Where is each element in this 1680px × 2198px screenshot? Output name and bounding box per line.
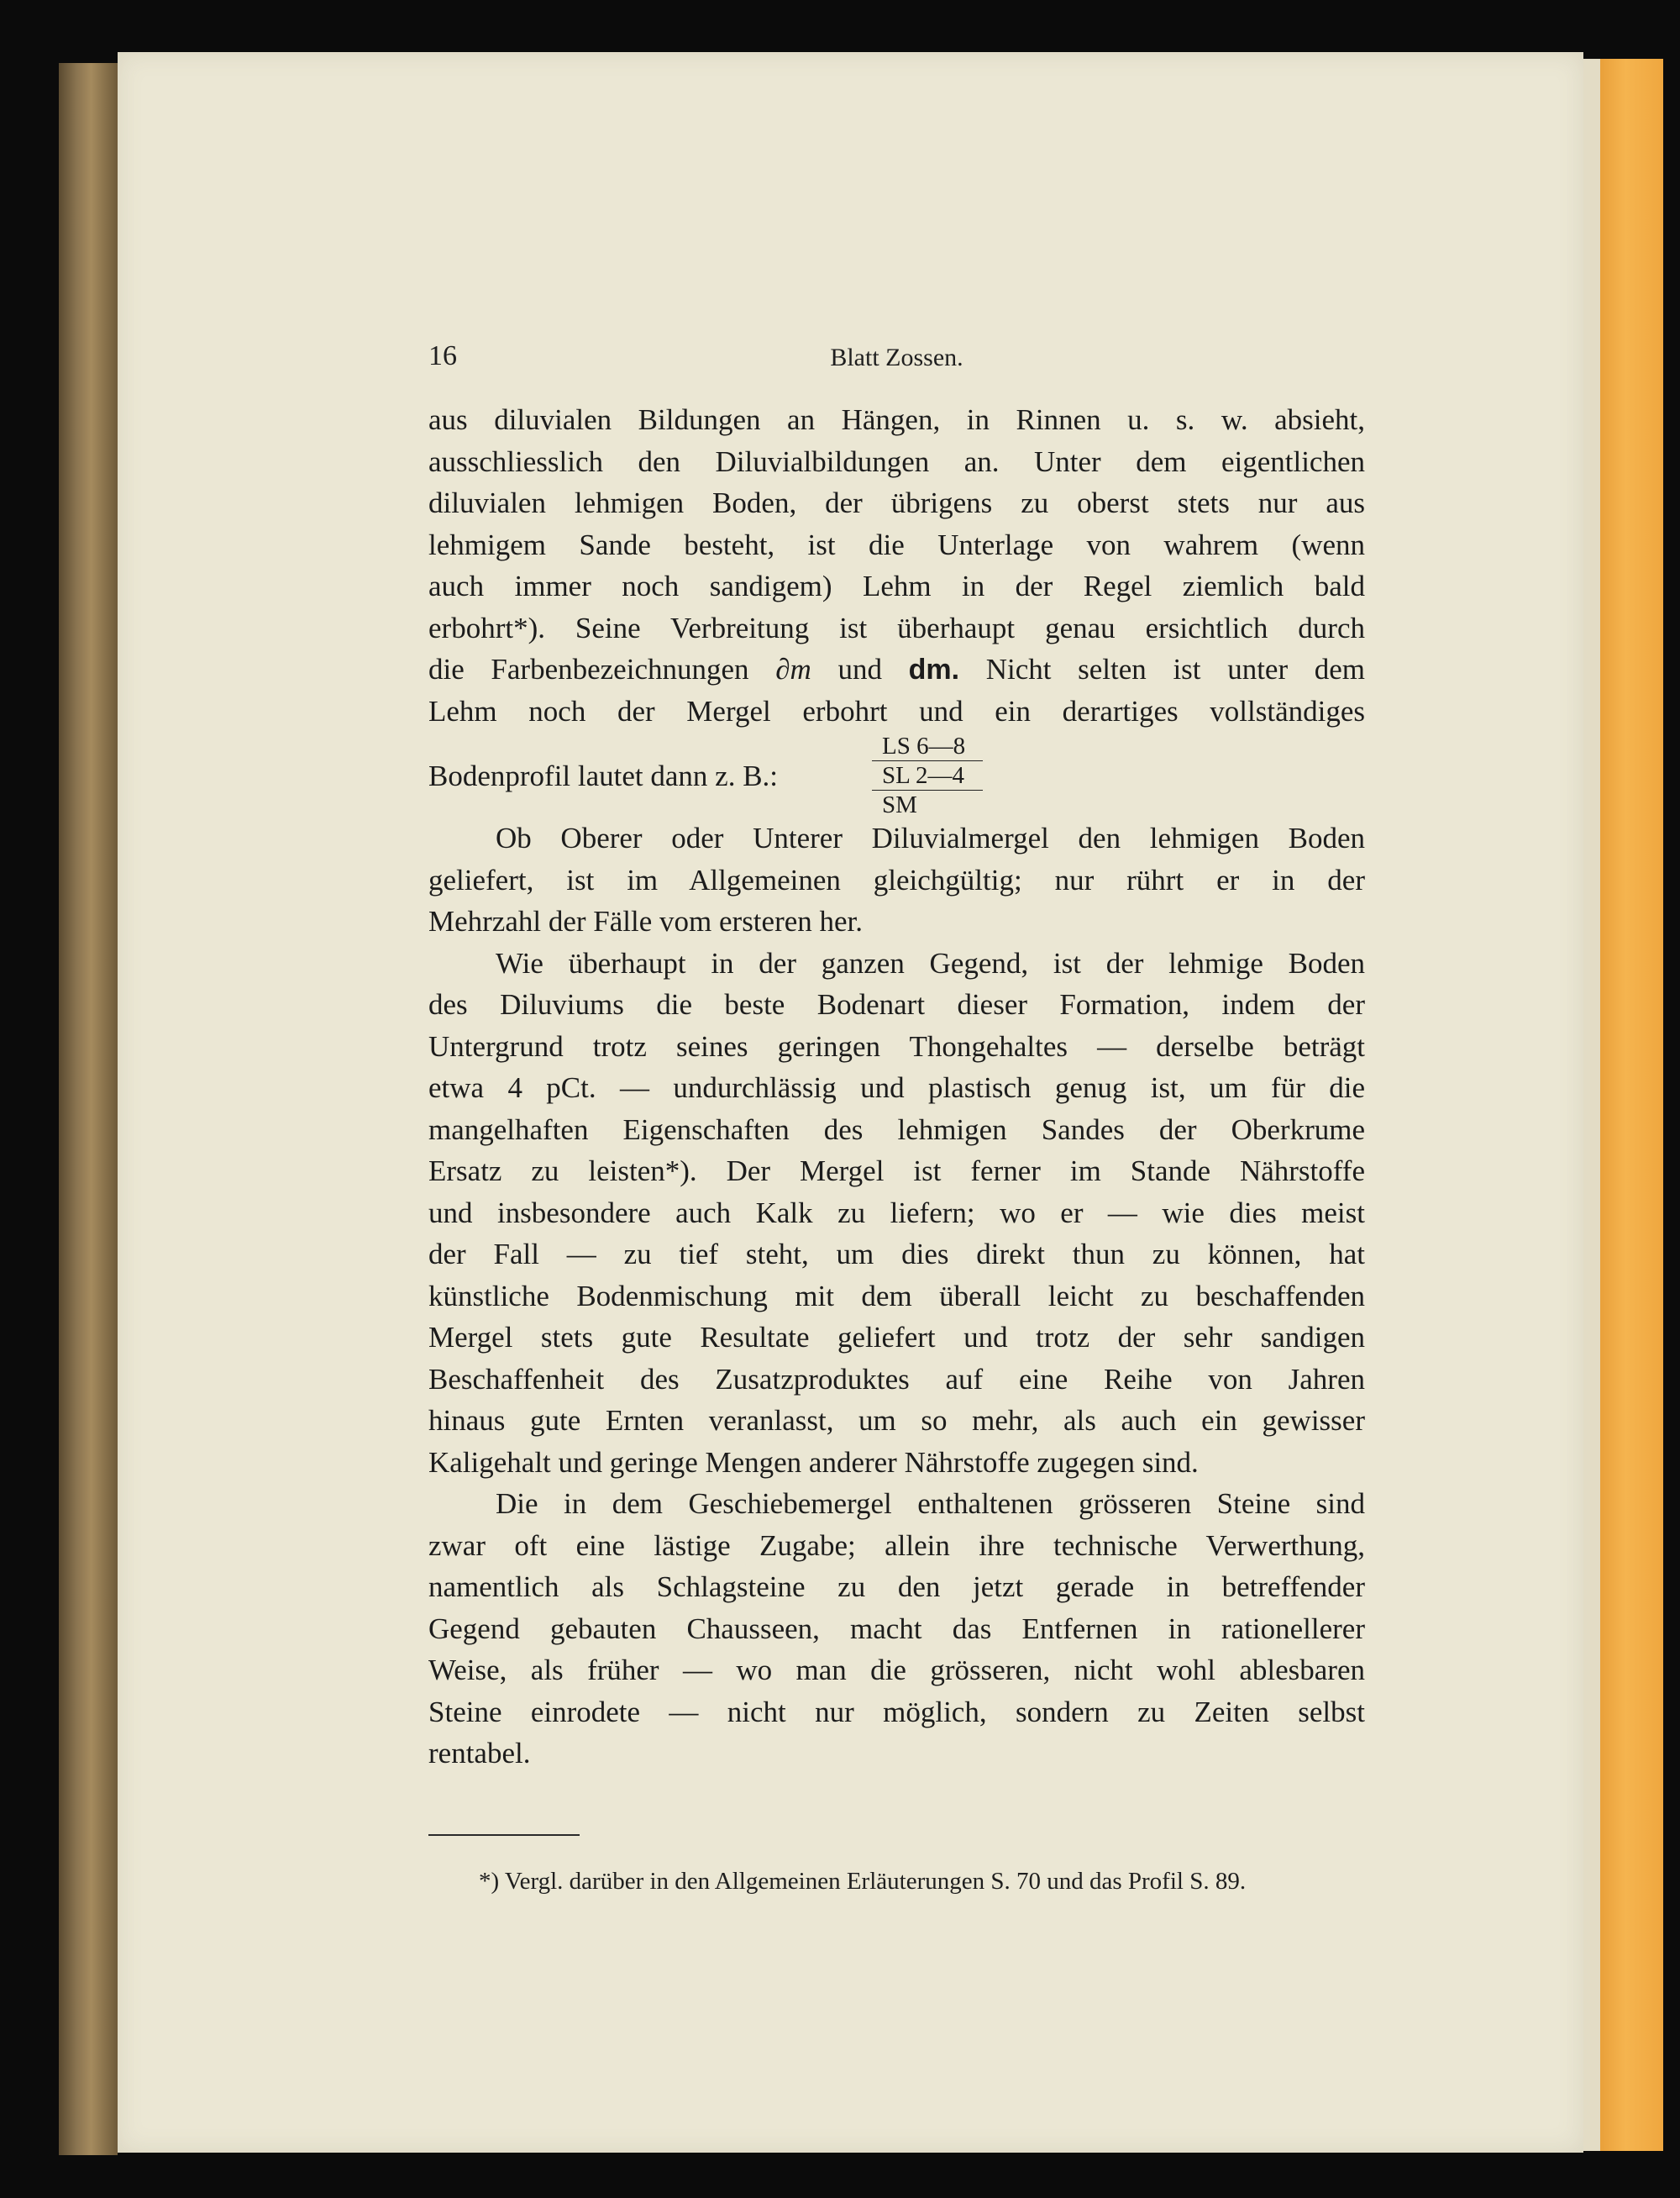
- text-line: Untergrund trotz seines geringen Thongehaltes — derselbe beträgt: [428, 1029, 1365, 1063]
- text-line: Kaligehalt und geringe Mengen anderer Nährstoffe zugegen sind.: [428, 1445, 1199, 1479]
- text-line: Gegend gebauten Chausseen, macht das Entfernen in rationellerer: [428, 1612, 1365, 1645]
- text-line: Lehm noch der Mergel erbohrt und ein derartiges vollständiges: [428, 694, 1365, 728]
- map-symbol-dm-italic: ∂m: [775, 653, 811, 686]
- text-line: diluvialen lehmigen Boden, der übrigens zu oberst stets nur aus: [428, 486, 1365, 519]
- text-line: aus diluvialen Bildungen an Hängen, in Rinnen u. s. w. absieht,: [428, 403, 1365, 436]
- profile-layer-bottom: SM: [882, 791, 917, 818]
- text-line: lehmigem Sande besteht, ist die Unterlage von wahrem (wenn: [428, 528, 1365, 561]
- text-line: rentabel.: [428, 1737, 531, 1769]
- soil-profile: [428, 732, 1365, 818]
- page-header: [428, 340, 1365, 382]
- text-line: ausschliesslich den Diluvialbildungen an. Unter dem eigentlichen: [428, 444, 1365, 478]
- body-text: [428, 399, 1365, 1775]
- text-line: hinaus gute Ernten veranlasst, um so mehr, als auch ein gewisser: [428, 1404, 1365, 1437]
- profile-layer-middle: SL 2—4: [872, 761, 983, 791]
- text-line: des Diluviums die beste Bodenart dieser Formation, indem der: [428, 988, 1365, 1021]
- text-line-with-symbols: die Farbenbezeichnungen ∂m und dm. Nicht selten ist unter dem: [428, 653, 1366, 686]
- text-line: mangelhaften Eigenschaften des lehmigen Sandes der Oberkrume: [428, 1112, 1365, 1146]
- text-line: namentlich als Schlagsteine zu den jetzt gerade in betreffender: [428, 1570, 1365, 1603]
- text-line: Ob Oberer oder Unterer Diluvialmergel den lehmigen Boden: [496, 822, 1365, 854]
- text-line: und insbesondere auch Kalk zu liefern; wo er — wie dies meist: [428, 1196, 1365, 1229]
- text-line: Steine einrodete — nicht nur möglich, sondern zu Zeiten selbst: [428, 1695, 1365, 1728]
- page-number: 16: [428, 340, 457, 371]
- text-line: der Fall — zu tief steht, um dies direkt thun zu können, hat: [428, 1238, 1365, 1270]
- text-line: auch immer noch sandigem) Lehm in der Regel ziemlich bald: [428, 570, 1365, 602]
- text-line: Mehrzahl der Fälle vom ersteren her.: [428, 905, 864, 938]
- map-symbol-dm-bold: dm.: [908, 654, 960, 686]
- book-cover-edge: [1600, 59, 1663, 2151]
- profile-layer-top: LS 6—8: [872, 732, 983, 761]
- text-line: Weise, als früher — wo man die grösseren, nicht wohl ablesbaren: [428, 1654, 1365, 1686]
- book-binding: [59, 63, 118, 2155]
- text-line: Mergel stets gute Resultate geliefert und trotz der sehr sandigen: [428, 1321, 1365, 1354]
- text-line: Die in dem Geschiebemergel enthaltenen grösseren Steine sind: [496, 1487, 1365, 1520]
- running-title: Blatt Zossen.: [830, 344, 963, 371]
- text-line: Wie überhaupt in der ganzen Gegend, ist der lehmige Boden: [496, 946, 1365, 980]
- profile-fraction: [872, 732, 990, 819]
- text-line: geliefert, ist im Allgemeinen gleichgültig; nur rührt er in der: [428, 863, 1365, 897]
- text-line: etwa 4 pCt. — undurchlässig und plastisch genug ist, um für die: [428, 1071, 1365, 1104]
- footnote: *) Vergl. darüber in den Allgemeinen Erläuterungen S. 70 und das Profil S. 89.: [479, 1868, 1247, 1895]
- text-line: künstliche Bodenmischung mit dem überall leicht zu beschaffenden: [428, 1279, 1365, 1312]
- text-line: Beschaffenheit des Zusatzproduktes auf eine Reihe von Jahren: [428, 1362, 1365, 1396]
- text-line: zwar oft eine lästige Zugabe; allein ihre technische Verwerthung,: [428, 1528, 1365, 1562]
- footnote-divider: [428, 1834, 580, 1836]
- profile-label: Bodenprofil lautet dann z. B.:: [428, 760, 779, 792]
- text-line: Ersatz zu leisten*). Der Mergel ist ferner im Stande Nährstoffe: [428, 1154, 1365, 1187]
- text-line: erbohrt*). Seine Verbreitung ist überhaupt genau ersichtlich durch: [428, 611, 1365, 644]
